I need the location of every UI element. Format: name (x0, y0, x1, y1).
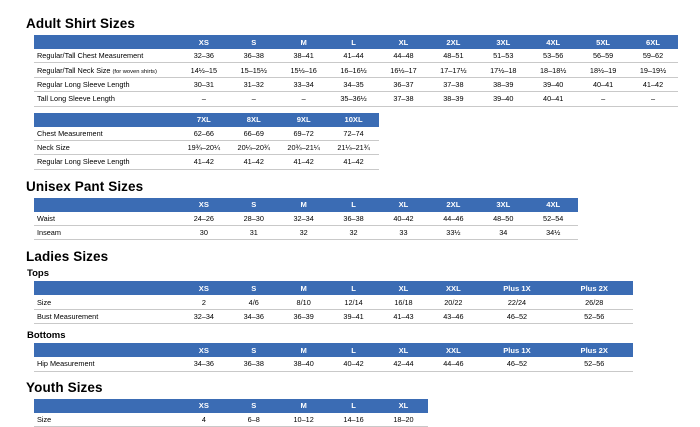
cell: 36–38 (329, 212, 379, 226)
row-label-text: Hip Measurement (37, 359, 95, 369)
row-label (34, 63, 179, 77)
cell: 4 (179, 413, 229, 427)
cell-empty (633, 295, 678, 309)
table-adult-shirt-big-sizes (34, 113, 678, 170)
cell: 41–42 (279, 155, 329, 169)
cell-empty (428, 413, 678, 427)
table-head (34, 343, 678, 357)
cell: 33 (379, 226, 429, 240)
col-header-empty (578, 198, 678, 212)
cell: – (179, 92, 229, 106)
row-label-text: Waist (37, 213, 55, 223)
col-header-l: L (329, 281, 379, 295)
cell: 38–40 (279, 357, 329, 371)
col-header-label (34, 343, 179, 357)
col-header-l: L (329, 399, 379, 413)
section-unisex-pant-sizes (26, 179, 678, 241)
section-youth-sizes (26, 380, 678, 427)
cell-empty (379, 140, 678, 154)
row-label (34, 155, 179, 169)
row-label-text: Bust Measurement (37, 311, 99, 321)
table-head (34, 281, 678, 295)
cell: 39–41 (329, 309, 379, 323)
row-label (34, 295, 179, 309)
cell: 34–36 (179, 357, 229, 371)
cell: 32 (279, 226, 329, 240)
col-header-xl: XL (379, 399, 429, 413)
row-label (34, 127, 179, 141)
cell: 30 (179, 226, 229, 240)
row-label-text: Size (37, 297, 52, 307)
header-row (34, 281, 678, 295)
col-header-label (34, 399, 179, 413)
row-label-note: (for woven shirts) (112, 68, 157, 75)
subsection-title-bottoms: Bottoms (27, 330, 66, 342)
table-row (34, 212, 678, 226)
col-header-plus-1x: Plus 1X (478, 343, 555, 357)
row-label (34, 212, 179, 226)
row-label-text: Regular Long Sleeve Length (37, 157, 130, 167)
cell: 18–18½ (528, 63, 578, 77)
col-header-8xl: 8XL (229, 113, 279, 127)
cell: 32–34 (179, 309, 229, 323)
cell: 44–46 (428, 357, 478, 371)
col-header-xl: XL (379, 35, 429, 49)
col-header-xs: XS (179, 35, 229, 49)
col-header-xs: XS (179, 281, 229, 295)
cell: 69–72 (279, 127, 329, 141)
cell: 41–44 (329, 49, 379, 63)
cell-empty (379, 127, 678, 141)
cell: 2 (179, 295, 229, 309)
cell: 12/14 (329, 295, 379, 309)
col-header-2xl: 2XL (428, 198, 478, 212)
cell: 21¼–21¾ (329, 140, 379, 154)
table-head (34, 113, 678, 127)
col-header-l: L (329, 198, 379, 212)
cell: 17–17½ (428, 63, 478, 77)
cell: – (628, 92, 678, 106)
row-label-text: Tall Long Sleeve Length (37, 94, 115, 104)
col-header-m: M (279, 343, 329, 357)
cell: 72–74 (329, 127, 379, 141)
cell: 40–42 (379, 212, 429, 226)
cell: – (229, 92, 279, 106)
cell: 37–38 (428, 77, 478, 91)
cell: 36–38 (229, 49, 279, 63)
cell: 36–37 (379, 77, 429, 91)
row-label-text: Size (37, 414, 52, 424)
cell-empty (379, 155, 678, 169)
cell: 17½–18 (478, 63, 528, 77)
cell: 31–32 (229, 77, 279, 91)
col-header-xs: XS (179, 399, 229, 413)
cell: 52–54 (528, 212, 578, 226)
cell: 44–46 (428, 212, 478, 226)
cell: 16½–17 (379, 63, 429, 77)
header-row (34, 113, 678, 127)
col-header-7xl: 7XL (179, 113, 229, 127)
row-label-text: Inseam (37, 228, 61, 238)
table-head (34, 35, 678, 49)
cell: 30–31 (179, 77, 229, 91)
table-row (34, 226, 678, 240)
section-title-ladies: Ladies Sizes (26, 249, 109, 265)
col-header-4xl: 4XL (528, 198, 578, 212)
cell: 53–56 (528, 49, 578, 63)
cell: 10–12 (279, 413, 329, 427)
cell: 66–69 (229, 127, 279, 141)
col-header-m: M (279, 281, 329, 295)
cell: 15–15½ (229, 63, 279, 77)
table-row (34, 155, 678, 169)
cell: 15½–16 (279, 63, 329, 77)
col-header-m: M (279, 399, 329, 413)
col-header-6xl: 6XL (628, 35, 678, 49)
table-body (34, 212, 678, 240)
col-header-l: L (329, 343, 379, 357)
cell: 8/10 (279, 295, 329, 309)
table-row (34, 140, 678, 154)
col-header-xxl: XXL (428, 281, 478, 295)
cell: 34½ (528, 226, 578, 240)
cell: 31 (229, 226, 279, 240)
col-header-label (34, 281, 179, 295)
cell: 39–40 (528, 77, 578, 91)
table-body (34, 127, 678, 170)
cell: 34–36 (229, 309, 279, 323)
cell: 34 (478, 226, 528, 240)
cell: – (279, 92, 329, 106)
cell: 14½–15 (179, 63, 229, 77)
cell: 38–39 (428, 92, 478, 106)
col-header-xs: XS (179, 198, 229, 212)
row-label (34, 77, 179, 91)
table-adult-shirt-main (34, 35, 678, 107)
cell: 40–41 (578, 77, 628, 91)
col-header-5xl: 5XL (578, 35, 628, 49)
header-row (34, 399, 678, 413)
table-row (34, 309, 678, 323)
cell: 20¼–20¾ (229, 140, 279, 154)
cell: 36–39 (279, 309, 329, 323)
cell: 18½–19 (578, 63, 628, 77)
col-header-xl: XL (379, 198, 429, 212)
row-label (34, 357, 179, 371)
cell: 41–43 (379, 309, 429, 323)
cell: 35–36½ (329, 92, 379, 106)
row-label-text: Regular/Tall Chest Measurement (37, 51, 144, 61)
cell: 44–48 (379, 49, 429, 63)
row-label-text: Chest Measurement (37, 128, 103, 138)
section-title-youth: Youth Sizes (26, 379, 103, 395)
header-row (34, 198, 678, 212)
col-header-plus-2x: Plus 2X (556, 281, 633, 295)
row-label-text: Neck Size (37, 143, 70, 153)
cell: 36–38 (229, 357, 279, 371)
cell: 48–51 (428, 49, 478, 63)
table-row (34, 49, 678, 63)
table-head (34, 399, 678, 413)
cell: 18–20 (379, 413, 429, 427)
col-header-xxl: XXL (428, 343, 478, 357)
cell: 24–26 (179, 212, 229, 226)
cell: 38–39 (478, 77, 528, 91)
cell: 32–36 (179, 49, 229, 63)
col-header-label (34, 35, 179, 49)
row-label (34, 413, 179, 427)
header-row (34, 35, 678, 49)
cell: 37–38 (379, 92, 429, 106)
cell-empty (633, 309, 678, 323)
section-ladies-sizes (26, 249, 678, 371)
col-header-xs: XS (179, 343, 229, 357)
col-header-s: S (229, 343, 279, 357)
cell: 41–42 (329, 155, 379, 169)
table-unisex-pant (34, 198, 678, 241)
col-header-s: S (229, 399, 279, 413)
col-header-plus-1x: Plus 1X (478, 281, 555, 295)
cell: 40–42 (329, 357, 379, 371)
table-body (34, 295, 678, 323)
cell: 20¾–21¼ (279, 140, 329, 154)
col-header-2xl: 2XL (428, 35, 478, 49)
col-header-3xl: 3XL (478, 35, 528, 49)
cell: 16/18 (379, 295, 429, 309)
cell-empty (578, 212, 678, 226)
col-header-3xl: 3XL (478, 198, 528, 212)
cell: 38–41 (279, 49, 329, 63)
cell: 28–30 (229, 212, 279, 226)
cell: 26/28 (556, 295, 633, 309)
table-row (34, 63, 678, 77)
table-body (34, 413, 678, 427)
col-header-plus-2x: Plus 2X (556, 343, 633, 357)
subsection-title-tops: Tops (27, 268, 49, 280)
col-header-empty (633, 281, 678, 295)
cell: 14–16 (329, 413, 379, 427)
col-header-s: S (229, 35, 279, 49)
col-header-l: L (329, 35, 379, 49)
row-label (34, 309, 179, 323)
col-header-label (34, 113, 179, 127)
col-header-4xl: 4XL (528, 35, 578, 49)
cell: 41–42 (628, 77, 678, 91)
cell: 41–42 (229, 155, 279, 169)
row-label-text: Regular/Tall Neck Size (37, 65, 111, 75)
table-ladies-tops (34, 281, 678, 324)
table-head (34, 198, 678, 212)
cell: – (578, 92, 628, 106)
row-label (34, 226, 179, 240)
col-header-xl: XL (379, 343, 429, 357)
cell-empty (578, 226, 678, 240)
cell: 19–19½ (628, 63, 678, 77)
col-header-empty (428, 399, 678, 413)
table-body (34, 357, 678, 371)
col-header-label (34, 198, 179, 212)
col-header-m: M (279, 198, 329, 212)
col-header-s: S (229, 281, 279, 295)
cell: 40–41 (528, 92, 578, 106)
header-row (34, 343, 678, 357)
table-row (34, 92, 678, 106)
cell: 41–42 (179, 155, 229, 169)
section-adult-shirt-sizes (26, 16, 678, 170)
cell: 6–8 (229, 413, 279, 427)
col-header-empty (633, 343, 678, 357)
table-youth (34, 399, 678, 427)
section-title-adult-shirt: Adult Shirt Sizes (26, 16, 135, 31)
table-row (34, 357, 678, 371)
cell: 16–16½ (329, 63, 379, 77)
cell: 34–35 (329, 77, 379, 91)
col-header-10xl: 10XL (329, 113, 379, 127)
cell: 33½ (428, 226, 478, 240)
cell: 20/22 (428, 295, 478, 309)
cell: 46–52 (478, 309, 555, 323)
table-row (34, 295, 678, 309)
cell: 33–34 (279, 77, 329, 91)
cell: 62–66 (179, 127, 229, 141)
row-label-text: Regular Long Sleeve Length (37, 79, 130, 89)
cell: 39–40 (478, 92, 528, 106)
cell: 52–56 (556, 357, 633, 371)
cell: 51–53 (478, 49, 528, 63)
row-label (34, 140, 179, 154)
table-body (34, 49, 678, 106)
table-row (34, 413, 678, 427)
cell-empty (633, 357, 678, 371)
section-title-unisex-pant: Unisex Pant Sizes (26, 178, 144, 194)
cell: 56–59 (578, 49, 628, 63)
row-label (34, 92, 179, 106)
cell: 32 (329, 226, 379, 240)
cell: 32–34 (279, 212, 329, 226)
cell: 42–44 (379, 357, 429, 371)
cell: 43–46 (428, 309, 478, 323)
col-header-xl: XL (379, 281, 429, 295)
col-header-s: S (229, 198, 279, 212)
table-ladies-bottoms (34, 343, 678, 371)
col-header-9xl: 9XL (279, 113, 329, 127)
cell: 19¾–20¼ (179, 140, 229, 154)
row-label (34, 49, 179, 63)
table-row (34, 77, 678, 91)
cell: 22/24 (478, 295, 555, 309)
col-header-m: M (279, 35, 329, 49)
cell: 4/6 (229, 295, 279, 309)
cell: 59–62 (628, 49, 678, 63)
cell: 46–52 (478, 357, 555, 371)
table-row (34, 127, 678, 141)
cell: 48–50 (478, 212, 528, 226)
col-header-empty (379, 113, 678, 127)
cell: 52–56 (556, 309, 633, 323)
